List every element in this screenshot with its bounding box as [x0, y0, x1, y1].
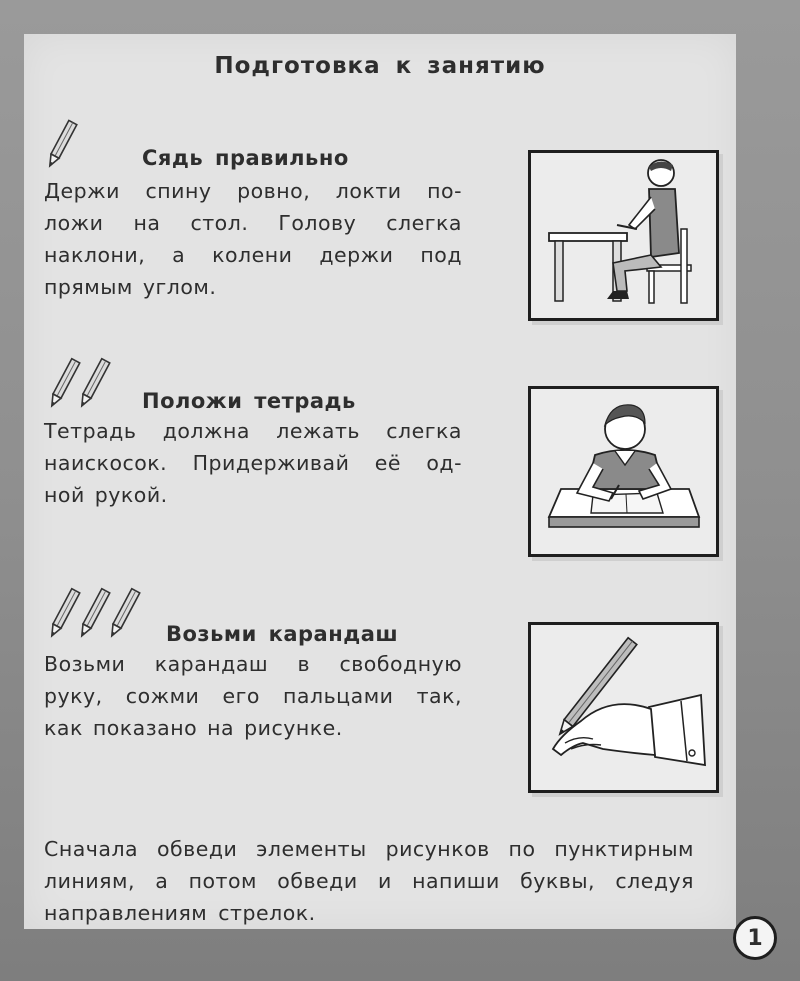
text-line: направлениям стрелок.: [44, 901, 316, 925]
text-line: линиям, а потом обведи и напиши буквы, следуя: [44, 869, 694, 893]
text-line: прямым углом.: [44, 275, 217, 299]
pencil-icon: [42, 116, 82, 172]
text-line: ложи на стол. Голову слегка: [44, 211, 462, 235]
text-line: ной рукой.: [44, 483, 168, 507]
text-line: как показано на рисунке.: [44, 716, 343, 740]
text-line: наклони, а колени держи под: [44, 243, 462, 267]
section-text-pencil: [44, 648, 462, 744]
boy-sitting-at-desk-illustration: [528, 150, 719, 321]
text-line: Возьми карандаш в свободную: [44, 652, 462, 676]
section-heading-notebook: Положи тетрадь: [142, 389, 356, 413]
section-heading-sit: Сядь правильно: [142, 146, 349, 170]
boy-writing-in-notebook-illustration: [528, 386, 719, 557]
text-line: руку, сожми его пальцами так,: [44, 684, 462, 708]
pencil-icon: [46, 584, 146, 644]
text-line: Тетрадь должна лежать слегка: [44, 419, 462, 443]
section-text-sit: [44, 175, 462, 303]
page-number-badge: 1: [733, 916, 777, 960]
text-line: Сначала обведи элементы рисунков по пунктирным: [44, 837, 694, 861]
section-text-notebook: [44, 415, 462, 511]
text-line: наискосок. Придерживай её од-: [44, 451, 462, 475]
section-heading-pencil: Возьми карандаш: [166, 622, 399, 646]
instructions-paragraph: [44, 833, 694, 929]
hand-holding-pencil-illustration: [528, 622, 719, 793]
text-line: Держи спину ровно, локти по-: [44, 179, 462, 203]
page-title: Подготовка к занятию: [214, 53, 546, 79]
pencil-icon: [46, 354, 116, 414]
